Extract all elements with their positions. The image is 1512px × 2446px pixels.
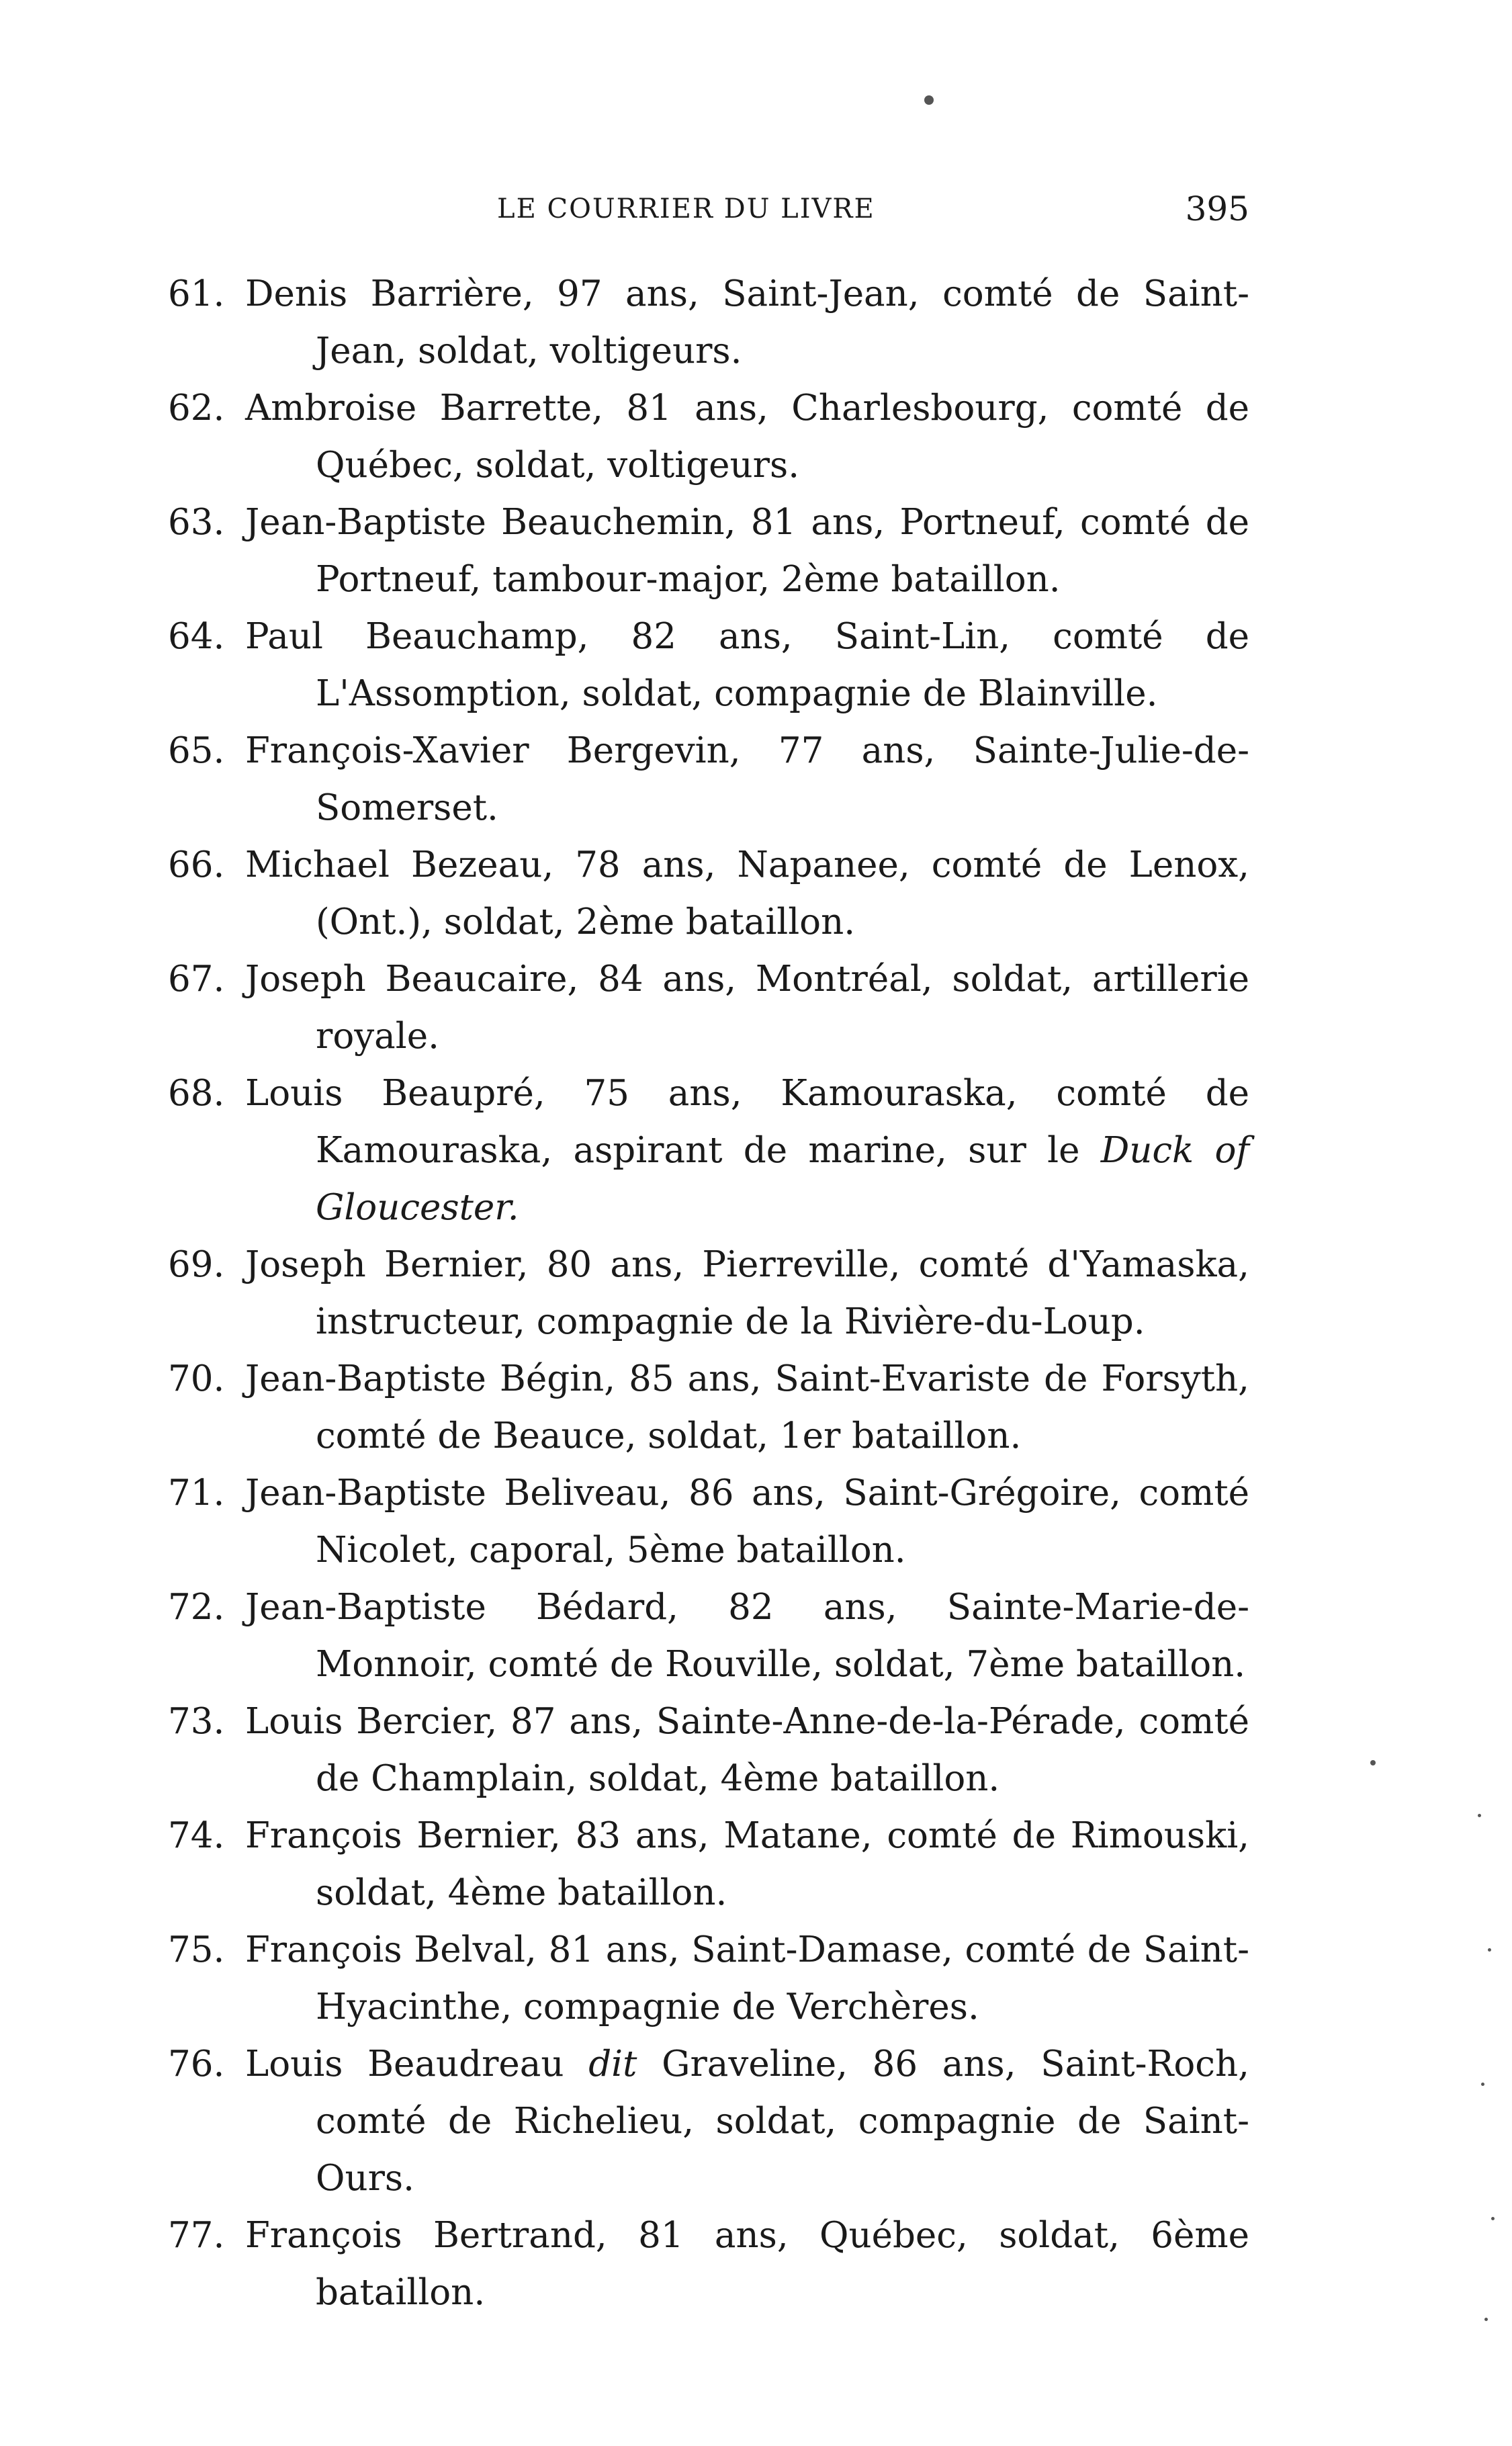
entry-text: François Belval, 81 ans, Saint-Damase, comté de Saint-Hyacinthe, compagnie de Verchères.	[245, 1929, 1249, 2027]
scan-speck	[1484, 2318, 1488, 2321]
list-item	[168, 836, 1249, 951]
entry-text: Louis Bercier, 87 ans, Sainte-Anne-de-la-Pérade, comté de Champlain, soldat, 4ème bataillon.	[245, 1701, 1249, 1799]
ship-name: Duck of Gloucester.	[316, 1130, 1249, 1228]
entry-number: 61.	[168, 273, 225, 314]
entry-text-italic: dit	[588, 2044, 637, 2085]
entry-text-roman: Louis Beaudreau	[245, 2044, 589, 2085]
scan-speck	[1370, 1760, 1376, 1765]
entry-text: Jean-Baptiste Bégin, 85 ans, Saint-Evariste de Forsyth, comté de Beauce, soldat, 1er bataillon.	[245, 1358, 1249, 1456]
entry-number: 70.	[168, 1358, 225, 1399]
entry-number: 64.	[168, 616, 225, 657]
scan-speck	[1478, 1814, 1481, 1817]
entry-text: François Bernier, 83 ans, Matane, comté de Rimouski, soldat, 4ème bataillon.	[245, 1815, 1249, 1913]
entry-number: 62.	[168, 388, 225, 429]
entry-text: François Bertrand, 81 ans, Québec, soldat, 6ème bataillon.	[245, 2215, 1249, 2313]
entry-number: 68.	[168, 1073, 225, 1114]
entry-text-roman: Graveline, 86 ans, Saint-Roch, comté de Richelieu, soldat, compagnie de Saint-Ours.	[316, 2044, 1249, 2199]
entry-number: 73.	[168, 1701, 225, 1742]
entry-text: François-Xavier Bergevin, 77 ans, Sainte-Julie-de-Somerset.	[245, 730, 1249, 828]
scan-speck	[1491, 2217, 1495, 2220]
list-item	[168, 380, 1249, 494]
entry-number: 71.	[168, 1473, 225, 1514]
entry-text: Denis Barrière, 97 ans, Saint-Jean, comté de Saint-Jean, soldat, voltigeurs.	[245, 273, 1249, 372]
list-item	[168, 608, 1249, 722]
entry-number: 67.	[168, 959, 225, 1000]
list-item	[168, 951, 1249, 1065]
entry-text	[245, 2036, 1249, 2207]
entry-number: 75.	[168, 1929, 225, 1970]
list-item	[168, 1921, 1249, 2036]
list-item	[168, 722, 1249, 836]
entry-text: Joseph Beaucaire, 84 ans, Montréal, soldat, artillerie royale.	[245, 959, 1249, 1057]
entry-number: 76.	[168, 2044, 225, 2085]
list-item	[168, 1693, 1249, 1807]
entry-number: 72.	[168, 1587, 225, 1628]
list-item	[168, 1065, 1249, 1236]
list-item	[168, 1236, 1249, 1350]
entry-text: Jean-Baptiste Beauchemin, 81 ans, Portneuf, comté de Portneuf, tambour-major, 2ème bataillon.	[245, 502, 1249, 600]
list-item	[168, 1465, 1249, 1579]
list-item	[168, 2036, 1249, 2207]
scan-speck	[1488, 1948, 1491, 1952]
entry-text: Ambroise Barrette, 81 ans, Charlesbourg, comté de Québec, soldat, voltigeurs.	[245, 388, 1249, 486]
entry-number: 77.	[168, 2215, 225, 2256]
list-item	[168, 1579, 1249, 1693]
entry-list	[168, 265, 1249, 2321]
entry-text: Joseph Bernier, 80 ans, Pierreville, comté d'Yamaska, instructeur, compagnie de la Rivière-du-Loup.	[245, 1244, 1249, 1342]
entry-text-roman: Louis Beaupré, 75 ans, Kamouraska, comté de Kamouraska, aspirant de marine, sur le	[245, 1073, 1249, 1171]
list-item	[168, 265, 1249, 380]
entry-text: Michael Bezeau, 78 ans, Napanee, comté de Lenox, (Ont.), soldat, 2ème bataillon.	[245, 844, 1249, 943]
entry-text: Jean-Baptiste Bédard, 82 ans, Sainte-Marie-de-Monnoir, comté de Rouville, soldat, 7ème bataillon.	[245, 1587, 1249, 1685]
entry-number: 74.	[168, 1815, 225, 1856]
list-item	[168, 1350, 1249, 1465]
running-title: LE COURRIER DU LIVRE	[497, 193, 875, 224]
page-number: 395	[1185, 189, 1249, 228]
scan-speck	[924, 95, 934, 105]
entry-text	[245, 1065, 1249, 1236]
list-item	[168, 494, 1249, 608]
list-item	[168, 1807, 1249, 1921]
entry-text: Paul Beauchamp, 82 ans, Saint-Lin, comté de L'Assomption, soldat, compagnie de Blainville.	[245, 616, 1249, 714]
scan-speck	[1481, 2083, 1484, 2086]
page-header	[497, 189, 1249, 243]
entry-text: Jean-Baptiste Beliveau, 86 ans, Saint-Grégoire, comté Nicolet, caporal, 5ème bataillon.	[245, 1473, 1249, 1571]
list-item	[168, 2207, 1249, 2321]
entry-number: 63.	[168, 502, 225, 543]
entry-number: 69.	[168, 1244, 225, 1285]
entry-number: 66.	[168, 844, 225, 885]
entry-number: 65.	[168, 730, 225, 771]
